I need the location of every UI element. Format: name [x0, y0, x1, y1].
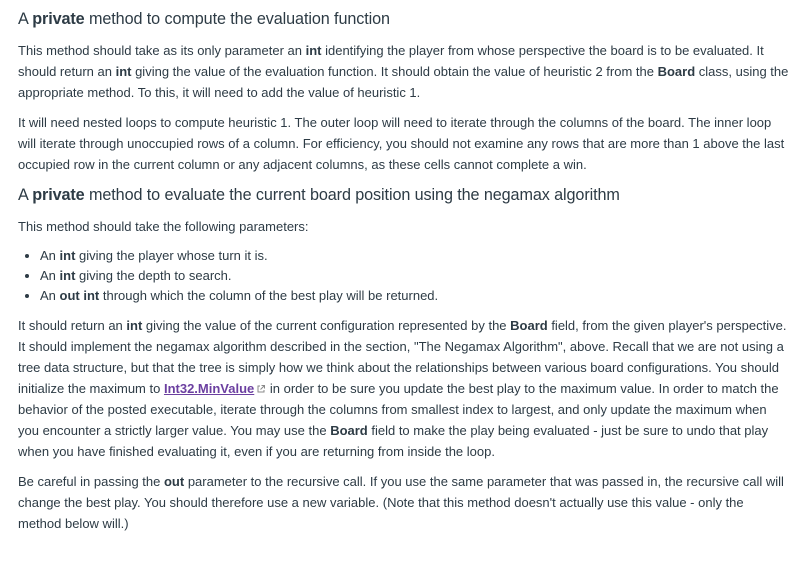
list-item: • An int giving the depth to search.	[40, 266, 790, 286]
section-heading-negamax: A private method to evaluate the current board position using the negamax algorithm	[18, 186, 620, 204]
external-link-icon	[256, 384, 266, 394]
parameter-list	[18, 246, 790, 306]
int32-minvalue-link[interactable]: Int32.MinValue	[163, 381, 255, 396]
section-heading-evaluation: A private method to compute the evaluation function	[18, 10, 390, 28]
paragraph-evaluation-params: This method should take as its only parameter an int identifying the player from whose perspective the board is to be evaluated. It should return an int giving the value of the evaluation function. It should obtain the value of heuristic 2 from the Board class, using the appropriate method. To this, it will need to add the value of heuristic 1.	[18, 43, 789, 100]
paragraph-negamax-return: It should return an int giving the value of the current configuration represented by the Board field, from the given player's perspective. It should implement the negamax algorithm described in the section, "The Negamax Algorithm", above. Recall that we are not using a tree data structure, but that the tree is simply how we think about the relationships between various board configurations. You should initialize the maximum to Int32.MinValue in order to be sure you update the best play to the maximum value. In order to match the behavior of the posted executable, iterate through the columns from smallest index to largest, and only update the maximum when you encounter a strictly larger value. You may use the Board field to make the play being evaluated - just be sure to undo that play when you have finished evaluating it, even if you are returning from inside the loop.	[18, 318, 787, 459]
list-item: • An out int through which the column of the best play will be returned.	[40, 286, 790, 306]
paragraph-out-parameter-warning: Be careful in passing the out parameter to the recursive call. If you use the same parameter that was passed in, the recursive call will change the best play. You should therefore use a new variable. (Note that this method doesn't actually use this value - only the method below will.)	[18, 474, 784, 531]
paragraph-params-intro: This method should take the following parameters:	[18, 219, 309, 234]
list-item: • An int giving the player whose turn it is.	[40, 246, 790, 266]
paragraph-heuristic-loops: It will need nested loops to compute heuristic 1. The outer loop will need to iterate through the columns of the board. The inner loop will iterate through unoccupied rows of a column. For efficiency, you should not examine any rows that are more than 1 above the last occupied row in the current column or any adjacent columns, as these cells cannot complete a win.	[18, 115, 785, 172]
